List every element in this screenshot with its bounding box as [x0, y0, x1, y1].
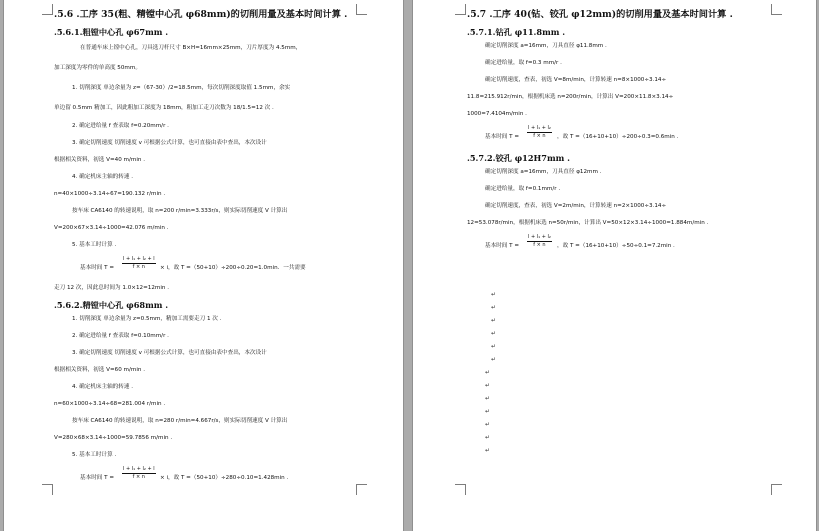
fraction-numerator: l + l₁ + l₂ [528, 234, 551, 240]
paragraph-line: 确定进给量，取 f=0.1mm/r . [485, 186, 561, 192]
paragraph-mark: ↵ [485, 395, 491, 402]
paragraph-line: n=60×1000÷3.14÷68=281.004 r/min . [54, 401, 166, 407]
paragraph-line: 确定切削深度 a=16mm，刀具直径 φ11.8mm . [485, 43, 607, 49]
paragraph-line: 加工深度为零件的单高度 50mm。 [54, 65, 141, 71]
formula-prefix: 基本时间 T = [485, 243, 520, 249]
paragraph-line: 确定切削速度，查表，初选 V=8m/min，计算转速 n=8×1000÷3.14÷ [485, 77, 667, 83]
crop-mark-bottom-left [455, 484, 466, 495]
paragraph-line: 确定切削深度 a=16mm，刀具直径 φ12mm . [485, 169, 602, 175]
paragraph-mark: ↵ [485, 382, 491, 389]
crop-mark-top-left [455, 4, 466, 15]
paragraph-line: 1. 切削深度 单边余量为 z=0.5mm，精加工需要走刀 1 次 . [72, 316, 222, 322]
formula-suffix: ，故 T =（16+10+10）÷200÷0.3=0.6min . [557, 134, 679, 140]
paragraph-line: V=280×68×3.14÷1000=59.7856 m/min . [54, 435, 173, 441]
paragraph-line: 4. 确定机床主轴的转速 . [72, 384, 134, 390]
paragraph-line: 根据相关资料，初选 V=40 m/min . [54, 157, 145, 163]
paragraph-line: 2. 确定进给量 f 查表取 f=0.20mm/r . [72, 123, 169, 129]
paragraph-line: 单边留 0.5mm 精加工，因此粗加工深度为 18mm，粗加工走刀次数为 18/1.5=12 次 . [54, 105, 274, 111]
fraction-denominator: f × n [132, 264, 145, 270]
paragraph-line: 根据相关资料，初选 V=60 m/min . [54, 367, 145, 373]
paragraph-line: 确定切削速度，查表，初选 V=2m/min，计算转速 n=2×1000÷3.14÷ [485, 203, 667, 209]
paragraph-line: 5. 基本工时计算 . [72, 452, 117, 458]
formula-fraction [527, 234, 552, 249]
page-body-left [54, 9, 381, 490]
crop-mark-top-left [42, 4, 53, 15]
section-heading: .5.6 .工序 35(粗、精镗中心孔 φ68mm)的切削用量及基本时间计算 . [54, 9, 348, 20]
page-body-right [467, 9, 798, 457]
subsection-heading: .5.7.1.钻孔 φ11.8mm . [467, 27, 566, 37]
formula-prefix: 基本时间 T = [80, 265, 115, 271]
paragraph-line: 确定进给量，取 f=0.3 mm/r . [485, 60, 562, 66]
paragraph-mark: ↵ [491, 356, 497, 363]
formula-fraction [527, 125, 552, 140]
fraction-denominator: f × n [533, 133, 546, 139]
paragraph-mark: ↵ [485, 369, 491, 376]
paragraph-mark: ↵ [485, 434, 491, 441]
paragraph-line: 1. 切削深度 单边余量为 z=（67-30）/2=18.5mm，每次切削深度取值 1.5mm，余实 [72, 85, 291, 91]
formula-line [467, 232, 798, 258]
paragraph-line: 4. 确定机床主轴的转速 . [72, 174, 134, 180]
paragraph-line: 3. 确定切削速度 切削速度 v 可根据公式计算，也可直接由表中查出，本次设计 [72, 350, 267, 356]
paragraph-line: 在普通车床上镗中心孔，刀具选刀杆尺寸 B×H=16mm×25mm，刀片厚度为 4.5mm， [80, 45, 302, 51]
paragraph-mark: ↵ [485, 447, 491, 454]
formula-suffix: ，故 T =（16+10+10）÷50÷0.1=7.2min . [557, 243, 675, 249]
paragraph-line: 2. 确定进给量 f 查表取 f=0.10mm/r . [72, 333, 169, 339]
document-page-right [412, 0, 817, 531]
paragraph-line: 12=53.078r/min，根据机床选 n=50r/min，计算出 V=50×12×3.14÷1000=1.884m/min . [467, 220, 709, 226]
formula-fraction [122, 466, 156, 481]
formula-line [467, 123, 798, 149]
formula-prefix: 基本时间 T = [80, 475, 115, 481]
paragraph-mark: ↵ [491, 343, 497, 350]
paragraph-line: 按车床 CA6140 的转速说明，取 n=200 r/min=3.333r/s，则实际切削速度 V 计算出 [72, 208, 288, 214]
subsection-heading: .5.7.2.铰孔 φ12H7mm . [467, 153, 570, 163]
paragraph-mark: ↵ [491, 317, 497, 324]
paragraph-mark: ↵ [491, 304, 497, 311]
paragraph-line: 走刀 12 次，因此总时间为 1.0×12=12min . [54, 285, 169, 291]
subsection-heading: .5.6.2.精镗中心孔 φ68mm . [54, 300, 169, 310]
paragraph-mark: ↵ [485, 408, 491, 415]
formula-fraction [122, 256, 156, 271]
crop-mark-bottom-right [771, 484, 782, 495]
fraction-numerator: l + l₁ + l₂ + l [123, 466, 155, 472]
formula-suffix: × i，故 T =（50+10）÷280÷0.10=1.428min . [160, 475, 289, 481]
paragraph-line: 5. 基本工时计算 . [72, 242, 117, 248]
document-page-left [3, 0, 404, 531]
fraction-numerator: l + l₁ + l₂ [528, 125, 551, 131]
crop-mark-bottom-left [42, 484, 53, 495]
fraction-numerator: l + l₁ + l₂ + l [123, 256, 155, 262]
paragraph-line: V=200×67×3.14÷1000=42.076 m/min . [54, 225, 169, 231]
paragraph-mark: ↵ [485, 421, 491, 428]
paragraph-line: 1000=7.4104m/min . [467, 111, 527, 117]
fraction-denominator: f × n [132, 474, 145, 480]
formula-suffix: × i，故 T =（50+10）÷200÷0.20=1.0min．一共需要 [160, 265, 306, 271]
section-heading: .5.7 .工序 40(钻、铰孔 φ12mm)的切削用量及基本时间计算 . [467, 9, 733, 20]
formula-line [54, 464, 381, 490]
paragraph-line: 11.8=215.912r/min，根据机床选 n=200r/min，计算出 V=200×11.8×3.14÷ [467, 94, 674, 100]
paragraph-line: 3. 确定切削速度 切削速度 v 可根据公式计算，也可直接由表中查出，本次设计 [72, 140, 267, 146]
paragraph-line: 按车床 CA6140 的转速说明，取 n=280 r/min=4.667r/s，则实际切削速度 V 计算出 [72, 418, 288, 424]
fraction-denominator: f × n [533, 242, 546, 248]
subsection-heading: .5.6.1.粗镗中心孔 φ67mm . [54, 27, 169, 37]
paragraph-mark: ↵ [491, 330, 497, 337]
formula-prefix: 基本时间 T = [485, 134, 520, 140]
paragraph-mark: ↵ [491, 291, 497, 298]
formula-line [54, 254, 381, 280]
paragraph-line: n=40×1000÷3.14÷67=190.132 r/min . [54, 191, 166, 197]
